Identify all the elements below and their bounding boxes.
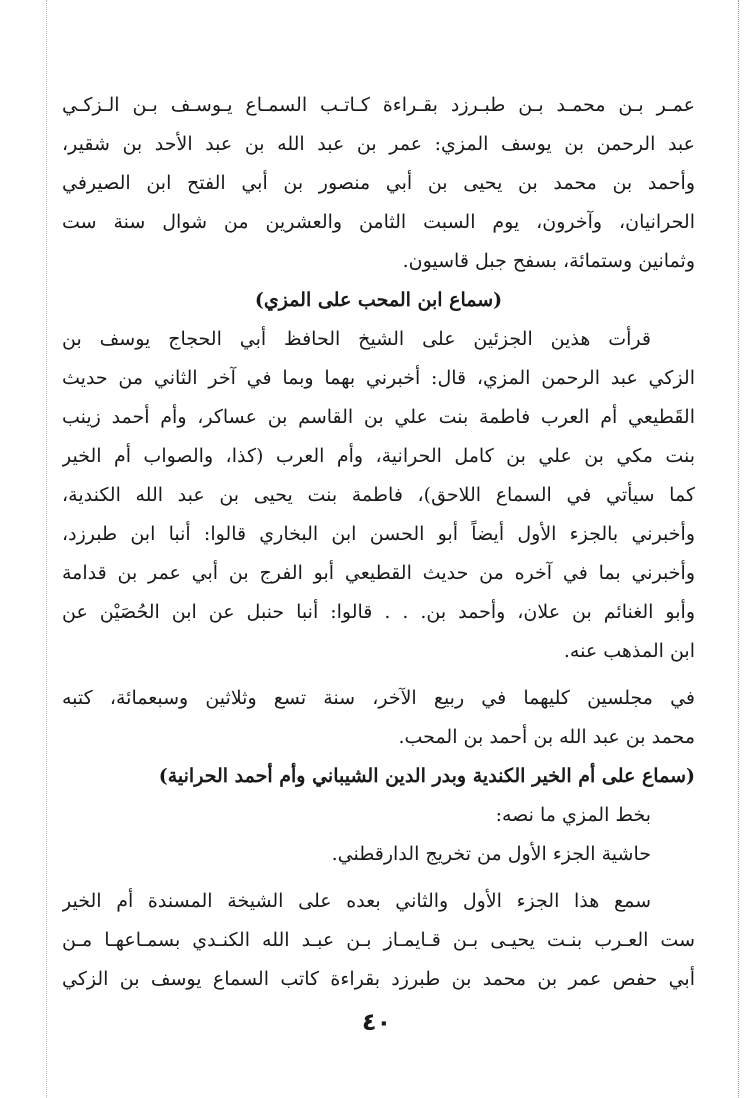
text-line: وأخبرني بما في آخره من حديث القطيعي أبو الفرج بن أبي عمر بن قدامة (62, 562, 695, 584)
page-body (62, 86, 695, 999)
text-line: الزكي عبد الرحمن المزي، قال: أخبرني بهما وبما في آخر الثاني من حديث (62, 367, 695, 389)
text-line: عمـر بـن محمـد بـن طبـرزد بقـراءة كـاتـب السمـاع يـوسـف بـن الـزكـي (62, 94, 695, 116)
text-line: في مجلسين كليهما في ربيع الآخر، سنة تسع وثلاثين وسبعمائة، كتبه (62, 687, 695, 709)
text-line: وثمانين وستمائة، بسفح جبل قاسيون. (402, 250, 695, 272)
text-line: ست العـرب بنـت يحيـى بـن قـايمـاز بـن عبـد الله الكنـدي بسمـاعهـا مـن (62, 929, 695, 951)
text-line: الحرانيان، وآخرون، يوم السبت الثامن والعشرين من شوال سنة ست (62, 211, 695, 233)
text-line: بنت مكي بن علي بن كامل الحرانية، وأم العرب (كذا، والصواب أم الخير (62, 445, 695, 467)
text-line: كما سيأتي في السماع اللاحق)، فاطمة بنت يحيى بن عبد الله الكندية، (62, 484, 695, 506)
scan-edge-right (738, 0, 739, 1098)
text-line: وأخبرني بالجزء الأول أيضاً أبو الحسن ابن البخاري قالوا: أنبا ابن طبرزد، (62, 523, 695, 545)
text-line: وأبو الغنائم بن علان، وأحمد بن. . . قالوا: أنبا حنبل عن ابن الحُصَيْن عن (62, 601, 695, 623)
text-line: محمد بن عبد الله بن أحمد بن المحب. (398, 726, 695, 748)
text-line: أبي حفص عمر بن محمد بن طبرزد بقراءة كاتب السماع يوسف بن الزكي (62, 968, 695, 990)
scan-edge-left (46, 0, 47, 1098)
text-line: وأحمد بن محمد بن يحيى بن أبي منصور بن أبي الفتح ابن الصيرفي (62, 172, 695, 194)
text-line: عبد الرحمن بن يوسف المزي: عمر بن عبد الله بن عبد الأحد بن شقير، (62, 133, 695, 155)
text-line: حاشية الجزء الأول من تخريج الدارقطني. (331, 843, 651, 865)
section-heading-ibn-al-muhibb: (سماع ابن المحب على المزي) (254, 289, 503, 311)
section-heading-umm-al-khayr: (سماع على أم الخير الكندية وبدر الدين الشيباني وأم أحمد الحرانية) (158, 765, 695, 787)
page-number: ٤٠ (361, 1008, 392, 1036)
text-line: بخط المزي ما نصه: (495, 804, 651, 826)
text-line: قرأت هذين الجزئين على الشيخ الحافظ أبي الحجاج يوسف بن (62, 328, 651, 350)
text-line: سمع هذا الجزء الأول والثاني بعده على الشيخة المسندة أم الخير (62, 890, 651, 912)
text-line: القَطيعي أم العرب فاطمة بنت علي بن القاسم بن عساكر، وأم أحمد زينب (62, 406, 695, 428)
text-line: ابن المذهب عنه. (563, 640, 695, 662)
